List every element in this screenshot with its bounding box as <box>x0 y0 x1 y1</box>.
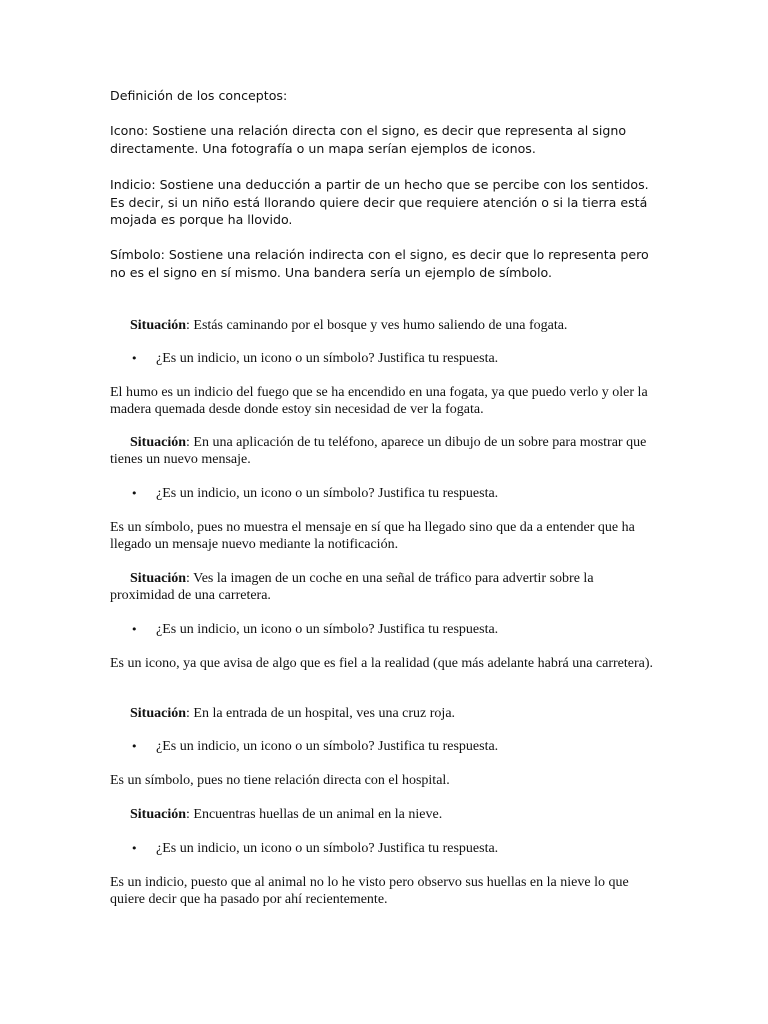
question-text: ¿Es un indicio, un icono o un símbolo? Justifica tu respuesta. <box>156 841 499 856</box>
answer-4: Es un símbolo, pues no tiene relación directa con el hospital. <box>110 773 450 788</box>
situation-5 <box>110 806 660 823</box>
situation-1 <box>110 317 660 334</box>
bullet: • <box>131 352 138 365</box>
question-text: ¿Es un indicio, un icono o un símbolo? Justifica tu respuesta. <box>156 739 499 754</box>
definition-indicio: Indicio: Sostiene una deducción a partir de un hecho que se percibe con los sentidos. Es decir, si un niño está llorando quiere decir que requiere atención o si la tierra está mojada es porque ha llovido. <box>110 177 649 227</box>
situation-text: : Encuentras huellas de un animal en la nieve. <box>186 807 443 822</box>
situation-text: : En una aplicación de tu teléfono, aparece un dibujo de un sobre para mostrar que tienes un nuevo mensaje. <box>110 435 647 467</box>
answer-5: Es un indicio, puesto que al animal no lo he visto pero observo sus huellas en la nieve lo que quiere decir que ha pasado por ahí recientemente. <box>110 875 629 907</box>
bullet: • <box>131 623 138 636</box>
situation-label: Situación <box>130 318 187 333</box>
bullet: • <box>131 487 138 500</box>
situation-3 <box>110 570 660 604</box>
answer-3: Es un icono, ya que avisa de algo que es fiel a la realidad (que más adelante habrá una carretera). <box>110 656 654 671</box>
situation-label: Situación <box>130 435 187 450</box>
situation-label: Situación <box>130 571 187 586</box>
situation-4 <box>110 705 660 722</box>
answer-1: El humo es un indicio del fuego que se ha encendido en una fogata, ya que puedo verlo y oler la madera quemada desde donde estoy sin necesidad de ver la fogata. <box>110 385 648 417</box>
situation-label: Situación <box>130 807 187 822</box>
bullet: • <box>131 740 138 753</box>
question-text: ¿Es un indicio, un icono o un símbolo? Justifica tu respuesta. <box>156 351 499 366</box>
bullet: • <box>131 842 138 855</box>
definition-simbolo: Símbolo: Sostiene una relación indirecta con el signo, es decir que lo representa pero no es el signo en sí mismo. Una bandera sería un ejemplo de símbolo. <box>110 247 649 280</box>
concepts-heading: Definición de los conceptos: <box>110 88 288 103</box>
situation-text: : En la entrada de un hospital, ves una cruz roja. <box>186 706 456 721</box>
situation-text: : Ves la imagen de un coche en una señal de tráfico para advertir sobre la proximidad de una carretera. <box>110 571 594 603</box>
situation-label: Situación <box>130 706 187 721</box>
situation-text: : Estás caminando por el bosque y ves humo saliendo de una fogata. <box>186 318 568 333</box>
question-text: ¿Es un indicio, un icono o un símbolo? Justifica tu respuesta. <box>156 486 499 501</box>
answer-2: Es un símbolo, pues no muestra el mensaje en sí que ha llegado sino que da a entender que ha llegado un mensaje nuevo mediante la notificación. <box>110 520 635 552</box>
definition-icono: Icono: Sostiene una relación directa con el signo, es decir que representa al signo directamente. Una fotografía o un mapa serían ejemplos de iconos. <box>110 123 627 156</box>
question-text: ¿Es un indicio, un icono o un símbolo? Justifica tu respuesta. <box>156 622 499 637</box>
situation-2 <box>110 434 660 468</box>
